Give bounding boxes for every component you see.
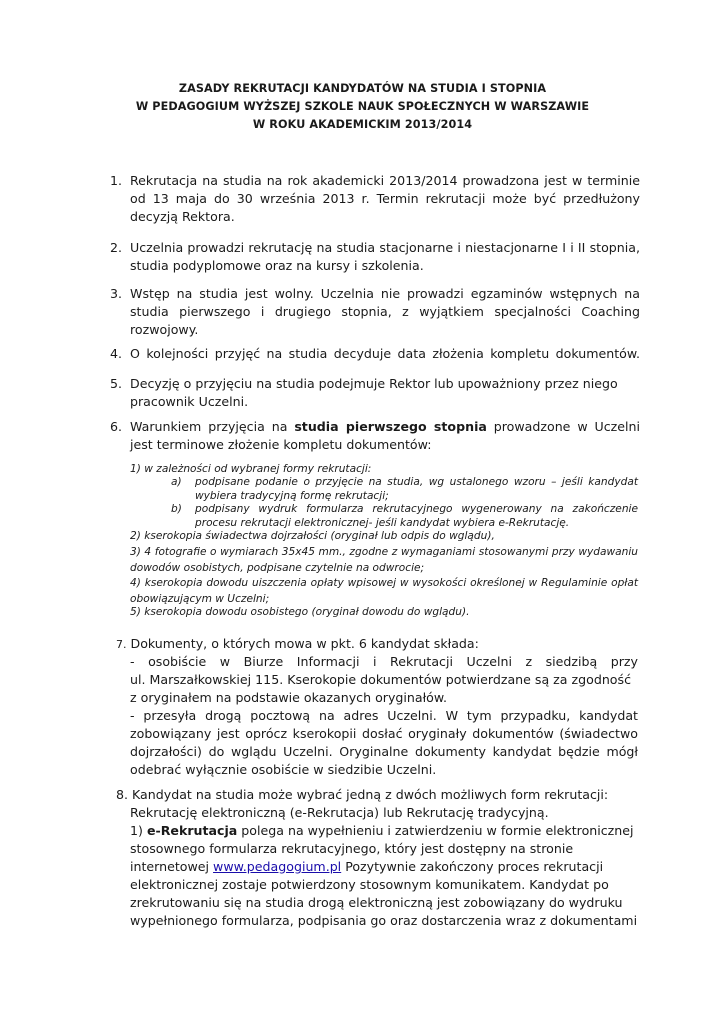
item-7-paragraph: - przesyła drogą pocztową na adres Uczelni. W tym przypadku, kandydat zobowiązany jest oprócz kserokopii dosłać oryginały dokumentów (świadectwo dojrzałości) do wglądu Uczelni. Oryginalne dokumenty kandydat będzie mógł odebrać wyłącznie osobiście w siedzibie Uczelni.: [130, 708, 638, 777]
item-8-line-4: stosownego formularza rekrutacyjnego, który jest dostępny na stronie: [130, 841, 574, 856]
item-8-line-3-prefix: 1): [130, 823, 147, 838]
document-title-line-1: ZASADY REKRUTACJI KANDYDATÓW NA STUDIA I STOPNIA: [178, 82, 547, 95]
item-8-line-1: 8. Kandydat na studia może wybrać jedną z dwóch możliwych form rekrutacji:: [116, 787, 609, 802]
item-5-text-line-1: Decyzję o przyjęciu na studia podejmuje Rektor lub upoważniony przez niego: [130, 376, 618, 391]
item-8-line-5-prefix: internetowej: [130, 859, 214, 874]
item-8-line-8: wypełnionego formularza, podpisania go oraz dostarczenia wraz z dokumentami: [130, 913, 638, 928]
item-8-line-3-rest: polega na wypełnieniu i zatwierdzeniu w formie elektronicznej: [237, 823, 634, 838]
item-8-line-5-rest: Pozytywnie zakończony proces rekrutacji: [341, 859, 604, 874]
item-8-line-3: [130, 822, 650, 840]
item-6-text: [130, 418, 640, 454]
item-6-text-start: Warunkiem przyjęcia na: [130, 419, 295, 434]
item-7-heading-text: Dokumenty, o których mowa w pkt. 6 kandydat składa:: [126, 636, 479, 651]
sublist-item-5: 5) kserokopia dowodu osobistego (oryginał dowodu do wglądu).: [130, 606, 470, 618]
item-8-line-2: Rekrutację elektroniczną (e-Rekrutacja) lub Rekrutację tradycyjną.: [130, 805, 549, 820]
item-1-text: Rekrutacja na studia na rok akademicki 2013/2014 prowadzona jest w terminie od 13 maja do 30 września 2013 r. Termin rekrutacji może być przedłużony decyzją Rektora.: [130, 173, 640, 224]
item-number-1: 1.: [110, 173, 123, 188]
item-7-line-2: ul. Marszałkowskiej 115. Kserokopie dokumentów potwierdzane są za zgodność: [130, 672, 631, 687]
item-number-3: 3.: [110, 286, 123, 301]
item-number-7: 7.: [116, 638, 127, 651]
sublist-item-3: 3) 4 fotografie o wymiarach 35x45 mm., zgodne z wymaganiami stosowanymi przy wydawaniu dowodów osobistych, podpisane czytelnie na odwrocie;: [130, 546, 638, 574]
item-8-line-5: [130, 858, 650, 876]
item-7-heading: [116, 635, 646, 654]
sublist-item-2: 2) kserokopia świadectwa dojrzałości (oryginał lub odpis do wglądu),: [130, 530, 495, 542]
item-6-text-end: prowadzone w Uczelni jest terminowe złożenie kompletu dokumentów:: [130, 419, 640, 452]
item-5-text-line-2: pracownik Uczelni.: [130, 394, 249, 409]
e-rekrutacja-label: e-Rekrutacja: [146, 823, 238, 838]
item-7-line-1: - osobiście w Biurze Informacji i Rekrutacji Uczelni z siedzibą przy: [130, 654, 638, 669]
sublist-label-b: b): [171, 503, 182, 515]
item-number-6: 6.: [110, 419, 123, 434]
document-title-line-3: W ROKU AKADEMICKIM 2013/2014: [252, 118, 473, 131]
item-number-2: 2.: [110, 240, 123, 255]
sublist-item-b: podpisany wydruk formularza rekrutacyjnego wygenerowany na zakończenie procesu rekrutacji elektronicznej- jeśli kandydat wybiera e-Rekrutację.: [195, 503, 638, 529]
sublist-item-a: podpisane podanie o przyjęcie na studia, wg ustalonego wzoru – jeśli kandydat wybiera tradycyjną formę rekrutacji;: [195, 476, 638, 502]
sublist-item-4: 4) kserokopia dowodu uiszczenia opłaty wpisowej w wysokości określonej w Regulaminie opłat obowiązującym w Uczelni;: [130, 577, 638, 605]
document-title-line-2: W PEDAGOGIUM WYŻSZEJ SZKOLE NAUK SPOŁECZNYCH W WARSZAWIE: [135, 100, 590, 113]
sublist-item-1: 1) w zależności od wybranej formy rekrutacji:: [130, 463, 372, 475]
item-2-text: Uczelnia prowadzi rekrutację na studia stacjonarne i niestacjonarne I i II stopnia, studia podyplomowe oraz na kursy i szkolenia.: [130, 240, 640, 273]
item-3-text: Wstęp na studia jest wolny. Uczelnia nie prowadzi egzaminów wstępnych na studia pierwszego i drugiego stopnia, z wyjątkiem specjalności Coaching rozwojowy.: [130, 286, 640, 337]
item-7-line-3: z oryginałem na podstawie okazanych oryginałów.: [130, 690, 448, 705]
item-4-text: O kolejności przyjęć na studia decyduje data złożenia kompletu dokumentów.: [130, 346, 640, 361]
item-6-emphasis: studia pierwszego stopnia: [294, 419, 487, 434]
item-8-line-6: elektronicznej zostaje potwierdzony stosownym komunikatem. Kandydat po: [130, 877, 609, 892]
sublist-label-a: a): [171, 476, 182, 488]
item-8-line-7: zrekrutowaniu się na studia drogą elektroniczną jest zobowiązany do wydruku: [130, 895, 623, 910]
website-link[interactable]: www.pedagogium.pl: [213, 859, 342, 874]
item-number-5: 5.: [110, 376, 123, 391]
item-number-4: 4.: [110, 346, 123, 361]
